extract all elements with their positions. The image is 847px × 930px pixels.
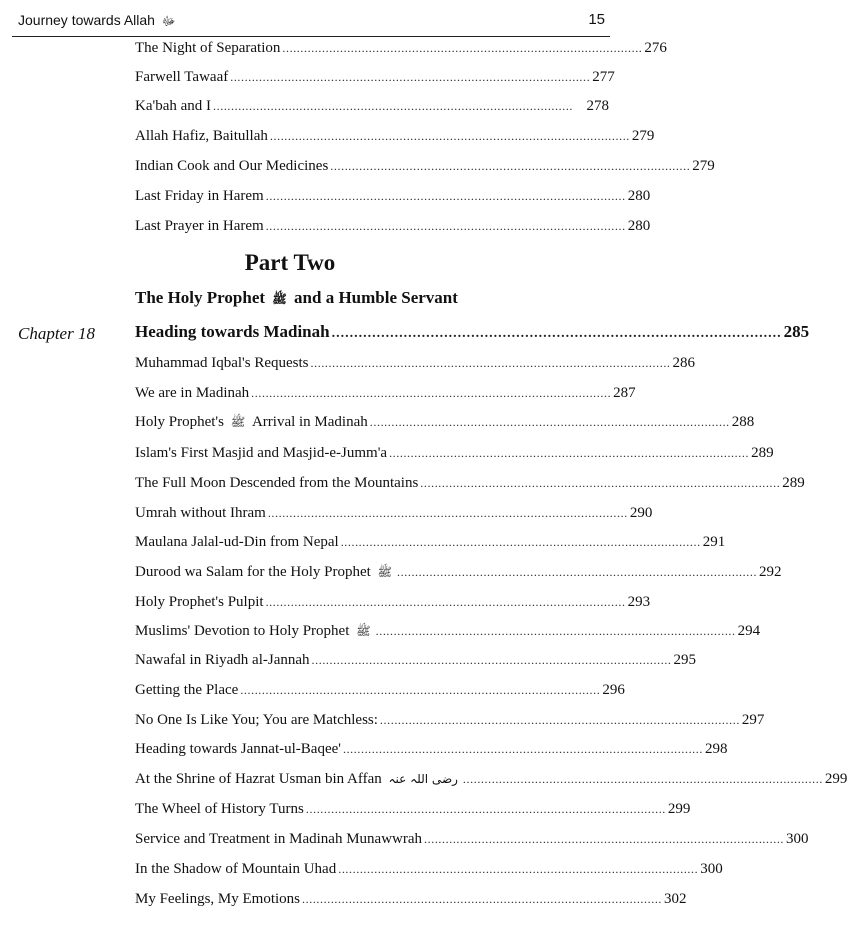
toc-entry-page: 296 [602, 682, 625, 698]
toc-entry-page: 298 [704, 741, 728, 757]
dot-leader: .................................................................................................... [379, 713, 740, 727]
dot-leader: .................................................................................................... [240, 683, 601, 697]
toc-entry[interactable] [135, 445, 774, 467]
toc-entry[interactable] [135, 741, 728, 763]
allah-honorific-glyph: ﷻ [161, 14, 176, 28]
toc-entry-page: 295 [673, 652, 697, 668]
dot-leader: .................................................................................................... [340, 535, 701, 549]
toc-entry-title: Heading towards Jannat-ul-Baqee' [135, 741, 341, 757]
dot-leader: .................................................................................................... [305, 802, 666, 816]
dot-leader: .................................................................................................... [265, 189, 626, 203]
toc-entry[interactable] [135, 712, 765, 734]
dot-leader: .................................................................................................... [230, 70, 591, 84]
dot-leader: .................................................................................................... [251, 386, 612, 400]
toc-entry-title: The Full Moon Descended from the Mountains [135, 475, 419, 491]
dot-leader: .................................................................................................... [267, 506, 628, 520]
toc-entry-page: 290 [629, 505, 653, 521]
toc-entry[interactable] [135, 98, 609, 120]
toc-entry-page: 279 [692, 158, 715, 174]
toc-entry-title-end: Arrival in Madinah [251, 414, 368, 430]
toc-entry-title [135, 623, 374, 641]
toc-entry[interactable] [135, 534, 726, 556]
toc-entry[interactable] [135, 801, 691, 823]
toc-entry[interactable] [135, 505, 653, 527]
toc-entry-page: 279 [631, 128, 655, 144]
toc-entry-title [135, 564, 395, 582]
toc-entry[interactable] [135, 771, 847, 793]
toc-entry-title: Service and Treatment in Madinah Munawwrah [135, 831, 423, 847]
toc-entry-page: 291 [702, 534, 726, 550]
toc-entry-title: The Wheel of History Turns [135, 801, 304, 817]
toc-entry[interactable] [135, 69, 615, 91]
toc-entry[interactable] [135, 218, 651, 240]
toc-entry-title: Last Prayer in Harem [135, 218, 264, 234]
toc-entry-page: 289 [782, 475, 805, 491]
dot-leader: .................................................................................................... [397, 565, 758, 579]
toc-entry-title [135, 771, 461, 788]
toc-entry-page: 293 [627, 594, 651, 610]
toc-entry-page: 297 [741, 712, 765, 728]
toc-entry-title: Last Friday in Harem [135, 188, 264, 204]
prophet-honorific-glyph: ﷺ [356, 624, 371, 638]
running-header [12, 10, 608, 34]
toc-entry-title: My Feelings, My Emotions [135, 891, 301, 907]
toc-entry-page: 277 [592, 69, 615, 85]
toc-entry-title: We are in Madinah [135, 385, 250, 401]
toc-entry-page: 280 [627, 218, 651, 234]
toc-entry[interactable] [135, 128, 655, 150]
toc-entry-page: 300 [786, 831, 809, 847]
toc-entry[interactable] [135, 682, 625, 704]
toc-entry-title-text: At the Shrine of Hazrat Usman bin Affan [135, 771, 382, 787]
toc-entry-title: Maulana Jalal-ud-Din from Nepal [135, 534, 339, 550]
toc-entry-title: Allah Hafiz, Baitullah [135, 128, 268, 144]
toc-entry-title: Islam's First Masjid and Masjid-e-Jumm'a [135, 445, 388, 461]
dot-leader: .................................................................................................... [311, 653, 672, 667]
prophet-honorific-glyph: ﷺ [272, 292, 287, 306]
toc-entry[interactable] [135, 891, 687, 913]
dot-leader: .................................................................................................... [420, 476, 781, 490]
dot-leader: .................................................................................................... [310, 356, 671, 370]
toc-entry-page: 276 [644, 40, 667, 56]
toc-entry[interactable] [135, 594, 651, 616]
toc-entry-title: Umrah without Ihram [135, 505, 266, 521]
toc-entry-page: 287 [613, 385, 636, 401]
running-title-text: Journey towards Allah [18, 12, 155, 28]
dot-leader: .................................................................................................... [369, 415, 730, 429]
toc-entry[interactable] [135, 188, 651, 210]
toc-entry-title-start: Holy Prophet's [135, 414, 224, 430]
prophet-honorific-glyph: ﷺ [230, 415, 246, 429]
toc-entry[interactable] [135, 385, 636, 407]
part-heading: Part Two [244, 250, 336, 275]
toc-entry-title: Nawafal in Riyadh al-Jannah [135, 652, 310, 668]
toc-entry-page: 288 [731, 414, 755, 430]
toc-entry-title: Muhammad Iqbal's Requests [135, 355, 309, 371]
chapter-label: Chapter 18 [18, 324, 95, 343]
toc-entry-title: Getting the Place [135, 682, 239, 698]
toc-entry-page: 278 [586, 98, 609, 114]
dot-leader: .................................................................................................... [342, 742, 703, 756]
dot-leader: .................................................................................................... [331, 326, 782, 341]
toc-entry[interactable] [135, 652, 697, 674]
dot-leader: .................................................................................................... [375, 624, 736, 638]
toc-entry[interactable] [135, 414, 755, 436]
toc-entry-page: 294 [737, 623, 761, 639]
header-rule [12, 36, 610, 37]
toc-entry-title: No One Is Like You; You are Matchless: [135, 712, 378, 728]
chapter-heading[interactable] [135, 322, 810, 348]
dot-leader: .................................................................................................... [330, 159, 691, 173]
dot-leader: .................................................................................................... [265, 219, 626, 233]
toc-entry-page: 289 [751, 445, 774, 461]
companion-honorific-glyph: رضی اللہ عنہ [388, 772, 458, 786]
toc-entry[interactable] [135, 40, 667, 62]
toc-entry[interactable] [135, 355, 696, 377]
toc-entry[interactable] [135, 623, 761, 645]
part-subheading-text: The Holy Prophet [135, 288, 266, 307]
part-subheading-text-end: and a Humble Servant [294, 288, 458, 307]
dot-leader: .................................................................................................... [269, 129, 630, 143]
toc-entry[interactable] [135, 831, 809, 853]
toc-entry-title: Ka'bah and I [135, 98, 212, 114]
toc-entry[interactable] [135, 158, 715, 180]
chapter-heading-title: Heading towards Madinah [135, 322, 330, 341]
toc-entry-title: Indian Cook and Our Medicines [135, 158, 329, 174]
toc-entry-title: In the Shadow of Mountain Uhad [135, 861, 337, 877]
toc-entry-title [135, 414, 368, 432]
dot-leader: .................................................................................................... [389, 446, 750, 460]
dot-leader: .................................................................................................... [302, 892, 663, 906]
toc-entry-page: 292 [759, 564, 782, 580]
toc-entry[interactable] [135, 564, 782, 586]
dot-leader: .................................................................................................... [424, 832, 785, 846]
page-number: 15 [588, 11, 605, 28]
toc-entry-page: 286 [672, 355, 696, 371]
toc-entry-page: 299 [824, 771, 847, 787]
part-subheading [135, 288, 559, 309]
toc-entry-title-text: Durood wa Salam for the Holy Prophet [135, 564, 371, 580]
toc-entry-page: 280 [627, 188, 651, 204]
dot-leader: .................................................................................................... [265, 595, 626, 609]
dot-leader: .................................................................................................... [213, 99, 574, 113]
dot-leader: .................................................................................................... [282, 41, 643, 55]
dot-leader: .................................................................................................... [462, 772, 823, 786]
toc-entry[interactable] [135, 475, 805, 497]
toc-entry-page: 299 [667, 801, 691, 817]
dot-leader: .................................................................................................... [338, 862, 699, 876]
toc-entry-title: The Night of Separation [135, 40, 281, 56]
toc-entry-title: Holy Prophet's Pulpit [135, 594, 264, 610]
toc-entry-title: Farwell Tawaaf [135, 69, 229, 85]
prophet-honorific-glyph: ﷺ [377, 565, 393, 579]
running-title [18, 12, 178, 31]
toc-entry-page: 302 [664, 891, 687, 907]
chapter-heading-page: 285 [783, 322, 810, 341]
toc-entry-page: 300 [700, 861, 723, 877]
toc-entry-title-text: Muslims' Devotion to Holy Prophet [135, 623, 350, 639]
toc-entry[interactable] [135, 861, 723, 883]
